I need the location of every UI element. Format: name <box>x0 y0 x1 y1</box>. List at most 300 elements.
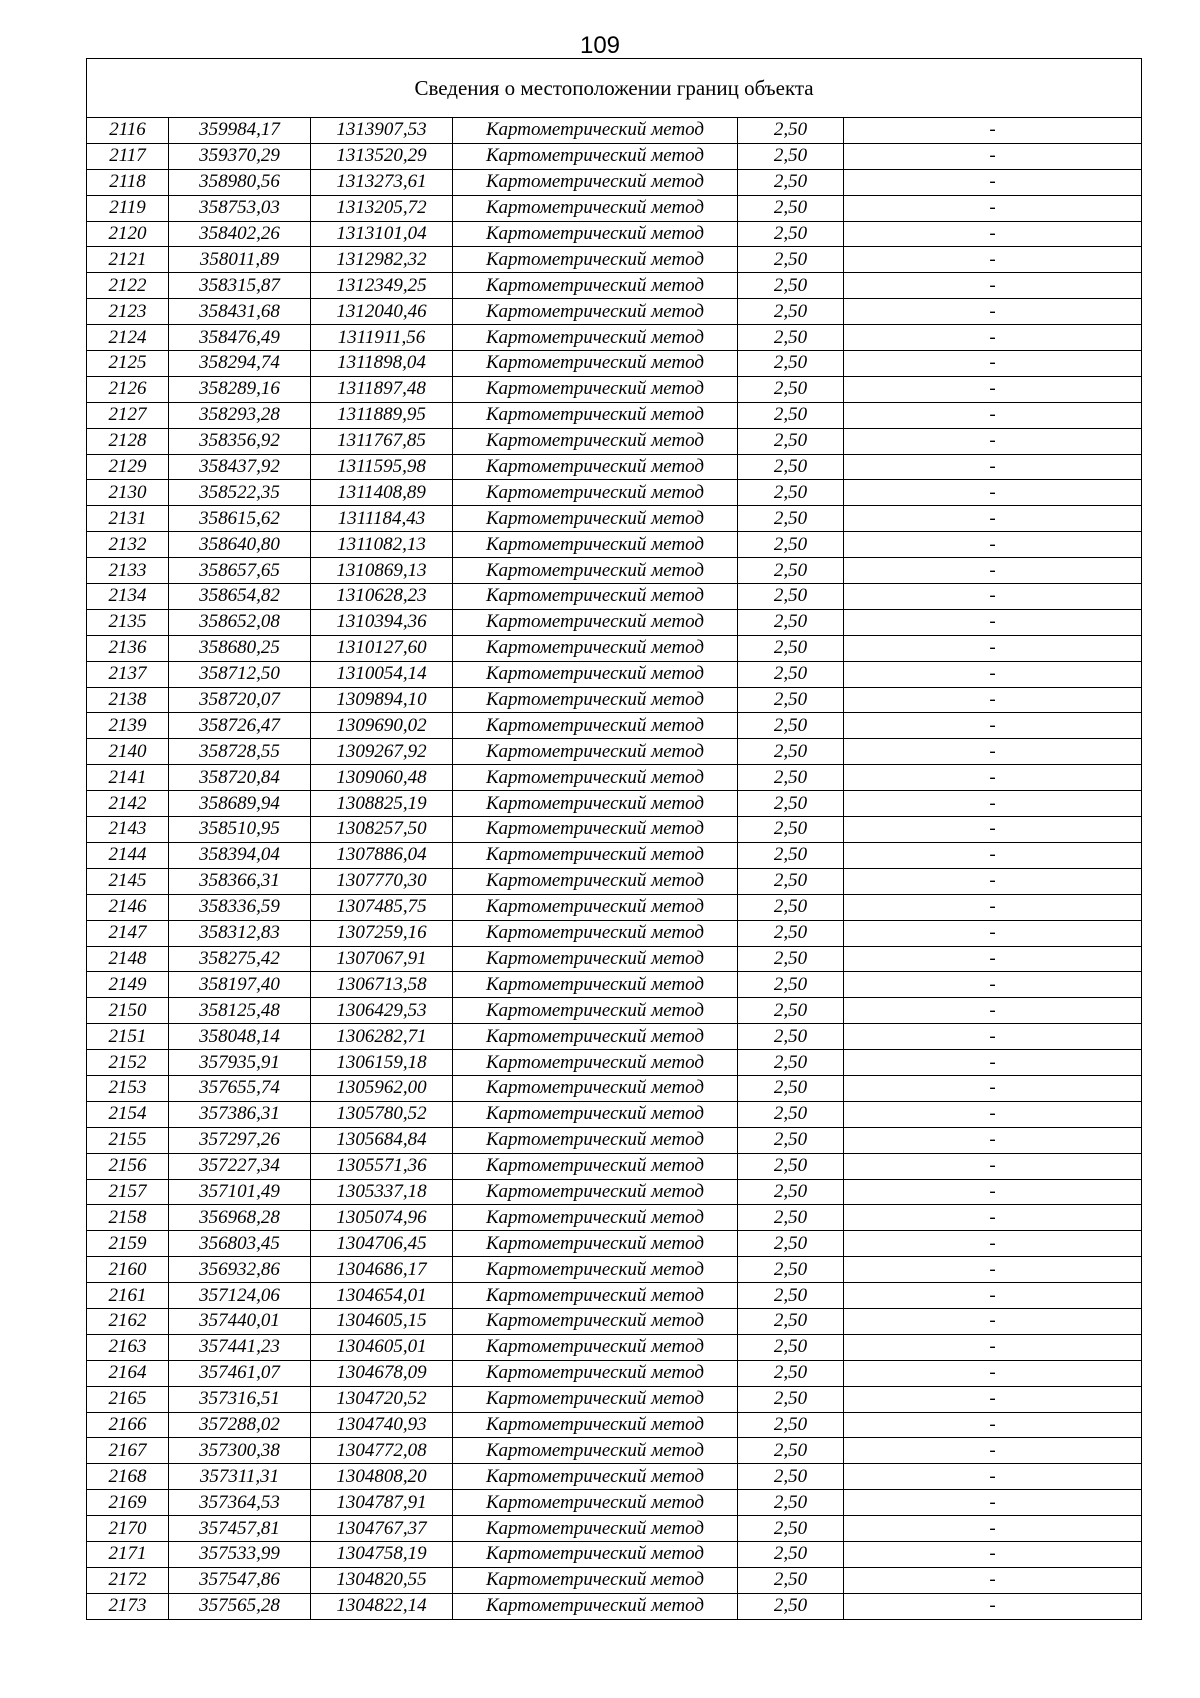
table-row <box>87 1464 1142 1490</box>
description-cell: - <box>844 687 1142 713</box>
y-coordinate-cell: 1305074,96 <box>311 1205 453 1231</box>
table-row <box>87 1360 1142 1386</box>
method-cell: Картометрический метод <box>453 402 738 428</box>
point-number-cell: 2149 <box>87 972 169 998</box>
description-cell: - <box>844 972 1142 998</box>
x-coordinate-cell: 356803,45 <box>169 1231 311 1257</box>
y-coordinate-cell: 1305571,36 <box>311 1153 453 1179</box>
accuracy-cell: 2,50 <box>738 765 844 791</box>
point-number-cell: 2153 <box>87 1075 169 1101</box>
table-row <box>87 1412 1142 1438</box>
y-coordinate-cell: 1307259,16 <box>311 920 453 946</box>
accuracy-cell: 2,50 <box>738 428 844 454</box>
table-row <box>87 920 1142 946</box>
point-number-cell: 2132 <box>87 532 169 558</box>
table-row <box>87 791 1142 817</box>
y-coordinate-cell: 1311082,13 <box>311 532 453 558</box>
accuracy-cell: 2,50 <box>738 609 844 635</box>
accuracy-cell: 2,50 <box>738 143 844 169</box>
point-number-cell: 2143 <box>87 817 169 843</box>
y-coordinate-cell: 1311897,48 <box>311 376 453 402</box>
table-row <box>87 998 1142 1024</box>
y-coordinate-cell: 1304740,93 <box>311 1412 453 1438</box>
point-number-cell: 2137 <box>87 661 169 687</box>
x-coordinate-cell: 357297,26 <box>169 1127 311 1153</box>
x-coordinate-cell: 357364,53 <box>169 1490 311 1516</box>
x-coordinate-cell: 358197,40 <box>169 972 311 998</box>
accuracy-cell: 2,50 <box>738 1541 844 1567</box>
y-coordinate-cell: 1307067,91 <box>311 946 453 972</box>
accuracy-cell: 2,50 <box>738 791 844 817</box>
method-cell: Картометрический метод <box>453 1101 738 1127</box>
point-number-cell: 2116 <box>87 118 169 144</box>
description-cell: - <box>844 765 1142 791</box>
x-coordinate-cell: 358312,83 <box>169 920 311 946</box>
x-coordinate-cell: 356932,86 <box>169 1257 311 1283</box>
table-row <box>87 195 1142 221</box>
method-cell: Картометрический метод <box>453 1386 738 1412</box>
description-cell: - <box>844 169 1142 195</box>
table-row <box>87 1308 1142 1334</box>
table-row <box>87 247 1142 273</box>
x-coordinate-cell: 358726,47 <box>169 713 311 739</box>
x-coordinate-cell: 358654,82 <box>169 584 311 610</box>
y-coordinate-cell: 1311889,95 <box>311 402 453 428</box>
description-cell: - <box>844 1257 1142 1283</box>
method-cell: Картометрический метод <box>453 868 738 894</box>
description-cell: - <box>844 118 1142 144</box>
y-coordinate-cell: 1304822,14 <box>311 1593 453 1619</box>
table-header-row <box>87 59 1142 118</box>
point-number-cell: 2121 <box>87 247 169 273</box>
x-coordinate-cell: 358510,95 <box>169 817 311 843</box>
y-coordinate-cell: 1304758,19 <box>311 1541 453 1567</box>
description-cell: - <box>844 1490 1142 1516</box>
table-row <box>87 1334 1142 1360</box>
description-cell: - <box>844 739 1142 765</box>
method-cell: Картометрический метод <box>453 143 738 169</box>
x-coordinate-cell: 358336,59 <box>169 894 311 920</box>
accuracy-cell: 2,50 <box>738 1438 844 1464</box>
point-number-cell: 2125 <box>87 351 169 377</box>
description-cell: - <box>844 1127 1142 1153</box>
accuracy-cell: 2,50 <box>738 894 844 920</box>
method-cell: Картометрический метод <box>453 1024 738 1050</box>
y-coordinate-cell: 1304720,52 <box>311 1386 453 1412</box>
x-coordinate-cell: 358366,31 <box>169 868 311 894</box>
y-coordinate-cell: 1308257,50 <box>311 817 453 843</box>
point-number-cell: 2119 <box>87 195 169 221</box>
accuracy-cell: 2,50 <box>738 920 844 946</box>
method-cell: Картометрический метод <box>453 1334 738 1360</box>
description-cell: - <box>844 1050 1142 1076</box>
x-coordinate-cell: 358980,56 <box>169 169 311 195</box>
accuracy-cell: 2,50 <box>738 351 844 377</box>
point-number-cell: 2146 <box>87 894 169 920</box>
method-cell: Картометрический метод <box>453 118 738 144</box>
description-cell: - <box>844 351 1142 377</box>
x-coordinate-cell: 357227,34 <box>169 1153 311 1179</box>
description-cell: - <box>844 1464 1142 1490</box>
point-number-cell: 2169 <box>87 1490 169 1516</box>
method-cell: Картометрический метод <box>453 1283 738 1309</box>
point-number-cell: 2135 <box>87 609 169 635</box>
x-coordinate-cell: 358275,42 <box>169 946 311 972</box>
boundary-coordinates-table <box>86 58 1142 1620</box>
point-number-cell: 2117 <box>87 143 169 169</box>
x-coordinate-cell: 358615,62 <box>169 506 311 532</box>
table-row <box>87 1490 1142 1516</box>
x-coordinate-cell: 357533,99 <box>169 1541 311 1567</box>
accuracy-cell: 2,50 <box>738 1283 844 1309</box>
description-cell: - <box>844 920 1142 946</box>
accuracy-cell: 2,50 <box>738 1231 844 1257</box>
description-cell: - <box>844 1334 1142 1360</box>
method-cell: Картометрический метод <box>453 325 738 351</box>
x-coordinate-cell: 358753,03 <box>169 195 311 221</box>
y-coordinate-cell: 1304787,91 <box>311 1490 453 1516</box>
x-coordinate-cell: 357935,91 <box>169 1050 311 1076</box>
point-number-cell: 2157 <box>87 1179 169 1205</box>
description-cell: - <box>844 1516 1142 1542</box>
table-row <box>87 713 1142 739</box>
description-cell: - <box>844 584 1142 610</box>
point-number-cell: 2161 <box>87 1283 169 1309</box>
point-number-cell: 2154 <box>87 1101 169 1127</box>
point-number-cell: 2148 <box>87 946 169 972</box>
table-row <box>87 609 1142 635</box>
method-cell: Картометрический метод <box>453 609 738 635</box>
y-coordinate-cell: 1304706,45 <box>311 1231 453 1257</box>
description-cell: - <box>844 946 1142 972</box>
description-cell: - <box>844 273 1142 299</box>
description-cell: - <box>844 299 1142 325</box>
y-coordinate-cell: 1304767,37 <box>311 1516 453 1542</box>
method-cell: Картометрический метод <box>453 532 738 558</box>
y-coordinate-cell: 1310054,14 <box>311 661 453 687</box>
y-coordinate-cell: 1309060,48 <box>311 765 453 791</box>
x-coordinate-cell: 357300,38 <box>169 1438 311 1464</box>
x-coordinate-cell: 358431,68 <box>169 299 311 325</box>
point-number-cell: 2123 <box>87 299 169 325</box>
description-cell: - <box>844 454 1142 480</box>
accuracy-cell: 2,50 <box>738 1490 844 1516</box>
method-cell: Картометрический метод <box>453 1205 738 1231</box>
x-coordinate-cell: 357124,06 <box>169 1283 311 1309</box>
description-cell: - <box>844 532 1142 558</box>
point-number-cell: 2130 <box>87 480 169 506</box>
accuracy-cell: 2,50 <box>738 1257 844 1283</box>
table-row <box>87 428 1142 454</box>
method-cell: Картометрический метод <box>453 791 738 817</box>
accuracy-cell: 2,50 <box>738 480 844 506</box>
method-cell: Картометрический метод <box>453 1050 738 1076</box>
y-coordinate-cell: 1304686,17 <box>311 1257 453 1283</box>
page-number: 109 <box>579 32 621 59</box>
description-cell: - <box>844 247 1142 273</box>
y-coordinate-cell: 1311595,98 <box>311 454 453 480</box>
table-row <box>87 765 1142 791</box>
method-cell: Картометрический метод <box>453 1412 738 1438</box>
accuracy-cell: 2,50 <box>738 1334 844 1360</box>
x-coordinate-cell: 358011,89 <box>169 247 311 273</box>
accuracy-cell: 2,50 <box>738 998 844 1024</box>
point-number-cell: 2158 <box>87 1205 169 1231</box>
accuracy-cell: 2,50 <box>738 1593 844 1619</box>
accuracy-cell: 2,50 <box>738 247 844 273</box>
method-cell: Картометрический метод <box>453 1257 738 1283</box>
y-coordinate-cell: 1313101,04 <box>311 221 453 247</box>
accuracy-cell: 2,50 <box>738 1516 844 1542</box>
accuracy-cell: 2,50 <box>738 1412 844 1438</box>
point-number-cell: 2139 <box>87 713 169 739</box>
method-cell: Картометрический метод <box>453 1360 738 1386</box>
table-row <box>87 402 1142 428</box>
description-cell: - <box>844 221 1142 247</box>
point-number-cell: 2129 <box>87 454 169 480</box>
method-cell: Картометрический метод <box>453 1153 738 1179</box>
description-cell: - <box>844 1593 1142 1619</box>
y-coordinate-cell: 1305684,84 <box>311 1127 453 1153</box>
y-coordinate-cell: 1309690,02 <box>311 713 453 739</box>
method-cell: Картометрический метод <box>453 454 738 480</box>
x-coordinate-cell: 358728,55 <box>169 739 311 765</box>
accuracy-cell: 2,50 <box>738 1464 844 1490</box>
y-coordinate-cell: 1309267,92 <box>311 739 453 765</box>
description-cell: - <box>844 1412 1142 1438</box>
point-number-cell: 2168 <box>87 1464 169 1490</box>
method-cell: Картометрический метод <box>453 273 738 299</box>
y-coordinate-cell: 1304808,20 <box>311 1464 453 1490</box>
point-number-cell: 2133 <box>87 558 169 584</box>
table-row <box>87 972 1142 998</box>
point-number-cell: 2141 <box>87 765 169 791</box>
description-cell: - <box>844 1231 1142 1257</box>
table-row <box>87 532 1142 558</box>
table-row <box>87 894 1142 920</box>
table-row <box>87 868 1142 894</box>
method-cell: Картометрический метод <box>453 1438 738 1464</box>
accuracy-cell: 2,50 <box>738 1024 844 1050</box>
point-number-cell: 2162 <box>87 1308 169 1334</box>
x-coordinate-cell: 357386,31 <box>169 1101 311 1127</box>
method-cell: Картометрический метод <box>453 946 738 972</box>
method-cell: Картометрический метод <box>453 998 738 1024</box>
point-number-cell: 2151 <box>87 1024 169 1050</box>
point-number-cell: 2159 <box>87 1231 169 1257</box>
accuracy-cell: 2,50 <box>738 713 844 739</box>
method-cell: Картометрический метод <box>453 351 738 377</box>
x-coordinate-cell: 357101,49 <box>169 1179 311 1205</box>
table-row <box>87 661 1142 687</box>
point-number-cell: 2138 <box>87 687 169 713</box>
y-coordinate-cell: 1311767,85 <box>311 428 453 454</box>
table-row <box>87 273 1142 299</box>
method-cell: Картометрический метод <box>453 221 738 247</box>
description-cell: - <box>844 1308 1142 1334</box>
point-number-cell: 2163 <box>87 1334 169 1360</box>
y-coordinate-cell: 1308825,19 <box>311 791 453 817</box>
method-cell: Картометрический метод <box>453 1567 738 1593</box>
method-cell: Картометрический метод <box>453 842 738 868</box>
accuracy-cell: 2,50 <box>738 1127 844 1153</box>
x-coordinate-cell: 358293,28 <box>169 402 311 428</box>
point-number-cell: 2167 <box>87 1438 169 1464</box>
x-coordinate-cell: 357441,23 <box>169 1334 311 1360</box>
y-coordinate-cell: 1306282,71 <box>311 1024 453 1050</box>
accuracy-cell: 2,50 <box>738 376 844 402</box>
description-cell: - <box>844 1438 1142 1464</box>
accuracy-cell: 2,50 <box>738 273 844 299</box>
description-cell: - <box>844 1386 1142 1412</box>
point-number-cell: 2150 <box>87 998 169 1024</box>
point-number-cell: 2131 <box>87 506 169 532</box>
method-cell: Картометрический метод <box>453 635 738 661</box>
description-cell: - <box>844 1567 1142 1593</box>
method-cell: Картометрический метод <box>453 247 738 273</box>
x-coordinate-cell: 358522,35 <box>169 480 311 506</box>
x-coordinate-cell: 358652,08 <box>169 609 311 635</box>
method-cell: Картометрический метод <box>453 894 738 920</box>
point-number-cell: 2155 <box>87 1127 169 1153</box>
y-coordinate-cell: 1307886,04 <box>311 842 453 868</box>
accuracy-cell: 2,50 <box>738 506 844 532</box>
description-cell: - <box>844 1179 1142 1205</box>
description-cell: - <box>844 1024 1142 1050</box>
method-cell: Картометрический метод <box>453 920 738 946</box>
accuracy-cell: 2,50 <box>738 558 844 584</box>
method-cell: Картометрический метод <box>453 506 738 532</box>
description-cell: - <box>844 195 1142 221</box>
accuracy-cell: 2,50 <box>738 842 844 868</box>
accuracy-cell: 2,50 <box>738 299 844 325</box>
method-cell: Картометрический метод <box>453 713 738 739</box>
method-cell: Картометрический метод <box>453 1075 738 1101</box>
y-coordinate-cell: 1304654,01 <box>311 1283 453 1309</box>
x-coordinate-cell: 357440,01 <box>169 1308 311 1334</box>
table-row <box>87 1179 1142 1205</box>
description-cell: - <box>844 1360 1142 1386</box>
table-row <box>87 1050 1142 1076</box>
description-cell: - <box>844 998 1142 1024</box>
point-number-cell: 2171 <box>87 1541 169 1567</box>
accuracy-cell: 2,50 <box>738 195 844 221</box>
method-cell: Картометрический метод <box>453 428 738 454</box>
y-coordinate-cell: 1305780,52 <box>311 1101 453 1127</box>
point-number-cell: 2166 <box>87 1412 169 1438</box>
description-cell: - <box>844 1283 1142 1309</box>
x-coordinate-cell: 358315,87 <box>169 273 311 299</box>
y-coordinate-cell: 1311184,43 <box>311 506 453 532</box>
table-row <box>87 1127 1142 1153</box>
y-coordinate-cell: 1305962,00 <box>311 1075 453 1101</box>
method-cell: Картометрический метод <box>453 661 738 687</box>
x-coordinate-cell: 358289,16 <box>169 376 311 402</box>
x-coordinate-cell: 358402,26 <box>169 221 311 247</box>
table-row <box>87 1257 1142 1283</box>
y-coordinate-cell: 1304605,01 <box>311 1334 453 1360</box>
method-cell: Картометрический метод <box>453 1490 738 1516</box>
x-coordinate-cell: 357457,81 <box>169 1516 311 1542</box>
method-cell: Картометрический метод <box>453 1541 738 1567</box>
table-row <box>87 1386 1142 1412</box>
table-row <box>87 376 1142 402</box>
method-cell: Картометрический метод <box>453 765 738 791</box>
description-cell: - <box>844 325 1142 351</box>
method-cell: Картометрический метод <box>453 376 738 402</box>
table-row <box>87 169 1142 195</box>
y-coordinate-cell: 1313907,53 <box>311 118 453 144</box>
table-row <box>87 842 1142 868</box>
y-coordinate-cell: 1304772,08 <box>311 1438 453 1464</box>
x-coordinate-cell: 358712,50 <box>169 661 311 687</box>
table-row <box>87 299 1142 325</box>
y-coordinate-cell: 1306159,18 <box>311 1050 453 1076</box>
accuracy-cell: 2,50 <box>738 1101 844 1127</box>
accuracy-cell: 2,50 <box>738 661 844 687</box>
method-cell: Картометрический метод <box>453 1231 738 1257</box>
point-number-cell: 2126 <box>87 376 169 402</box>
x-coordinate-cell: 358657,65 <box>169 558 311 584</box>
table-row <box>87 1541 1142 1567</box>
table-row <box>87 1567 1142 1593</box>
method-cell: Картометрический метод <box>453 1127 738 1153</box>
accuracy-cell: 2,50 <box>738 1205 844 1231</box>
description-cell: - <box>844 480 1142 506</box>
table-row <box>87 221 1142 247</box>
table-row <box>87 739 1142 765</box>
method-cell: Картометрический метод <box>453 1308 738 1334</box>
table-row <box>87 946 1142 972</box>
table-row <box>87 480 1142 506</box>
accuracy-cell: 2,50 <box>738 1360 844 1386</box>
x-coordinate-cell: 357288,02 <box>169 1412 311 1438</box>
accuracy-cell: 2,50 <box>738 1308 844 1334</box>
method-cell: Картометрический метод <box>453 480 738 506</box>
table-row <box>87 635 1142 661</box>
description-cell: - <box>844 1101 1142 1127</box>
method-cell: Картометрический метод <box>453 739 738 765</box>
description-cell: - <box>844 635 1142 661</box>
table-row <box>87 1075 1142 1101</box>
description-cell: - <box>844 868 1142 894</box>
method-cell: Картометрический метод <box>453 169 738 195</box>
accuracy-cell: 2,50 <box>738 118 844 144</box>
x-coordinate-cell: 357461,07 <box>169 1360 311 1386</box>
accuracy-cell: 2,50 <box>738 1075 844 1101</box>
point-number-cell: 2142 <box>87 791 169 817</box>
method-cell: Картометрический метод <box>453 972 738 998</box>
x-coordinate-cell: 359984,17 <box>169 118 311 144</box>
accuracy-cell: 2,50 <box>738 402 844 428</box>
description-cell: - <box>844 1205 1142 1231</box>
x-coordinate-cell: 358640,80 <box>169 532 311 558</box>
accuracy-cell: 2,50 <box>738 868 844 894</box>
y-coordinate-cell: 1313205,72 <box>311 195 453 221</box>
description-cell: - <box>844 661 1142 687</box>
accuracy-cell: 2,50 <box>738 325 844 351</box>
accuracy-cell: 2,50 <box>738 1567 844 1593</box>
y-coordinate-cell: 1307485,75 <box>311 894 453 920</box>
y-coordinate-cell: 1310127,60 <box>311 635 453 661</box>
description-cell: - <box>844 1541 1142 1567</box>
description-cell: - <box>844 791 1142 817</box>
accuracy-cell: 2,50 <box>738 584 844 610</box>
table-row <box>87 454 1142 480</box>
accuracy-cell: 2,50 <box>738 687 844 713</box>
table-row <box>87 558 1142 584</box>
method-cell: Картометрический метод <box>453 1516 738 1542</box>
